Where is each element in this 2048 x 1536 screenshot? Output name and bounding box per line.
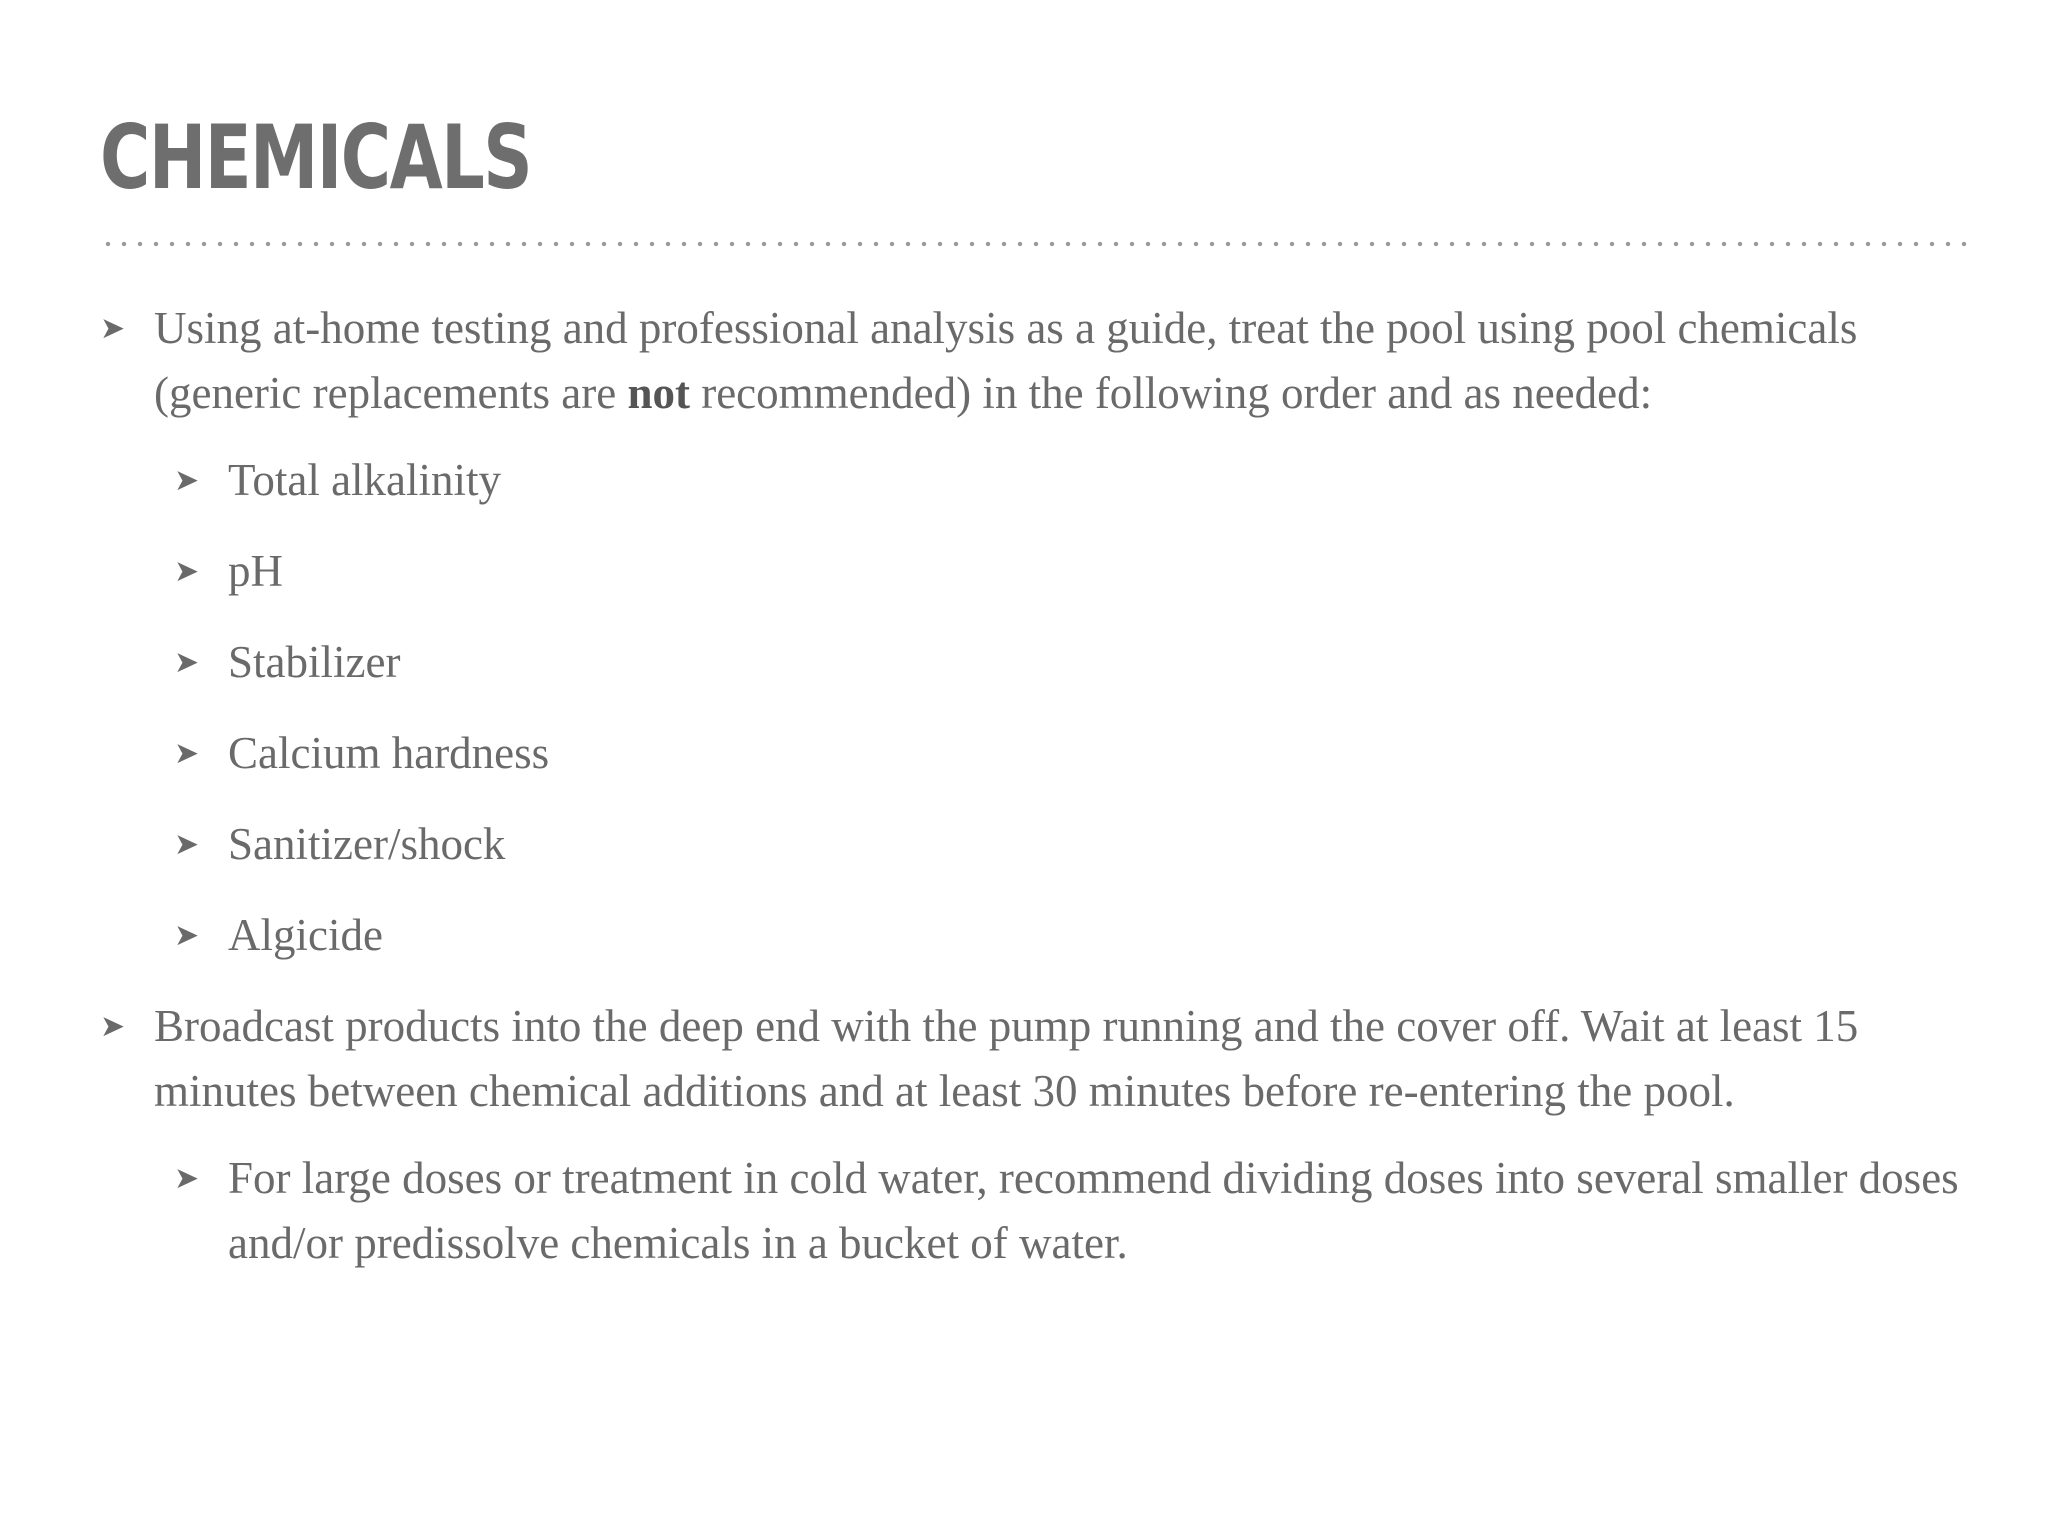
sub-bullet-item <box>100 539 1980 604</box>
arrow-bullet-icon: ➤ <box>100 1009 126 1044</box>
slide-title: CHEMICALS <box>100 106 532 209</box>
bullet-item <box>100 296 1980 426</box>
bullet-text: Using at-home testing and professional analysis as a guide, treat the pool using pool chemicals (generic replacements are not recommended) in the following order and as needed: <box>154 303 1858 418</box>
sub-bullet-item <box>100 448 1980 513</box>
sub-bullet-item <box>100 1146 1980 1276</box>
arrow-bullet-icon: ➤ <box>100 311 126 346</box>
sub-bullet-item <box>100 903 1980 968</box>
arrow-bullet-icon: ➤ <box>174 736 200 771</box>
bullet-text: Calcium hardness <box>228 728 550 778</box>
arrow-bullet-icon: ➤ <box>174 554 200 589</box>
arrow-bullet-icon: ➤ <box>174 645 200 680</box>
bullet-text: pH <box>228 546 283 596</box>
bullet-item <box>100 994 1980 1124</box>
sub-bullet-item <box>100 630 1980 695</box>
bullet-text: For large doses or treatment in cold water, recommend dividing doses into several smaller doses and/or predissolve chemicals in a bucket of water. <box>228 1153 1959 1268</box>
bullet-text: Broadcast products into the deep end with the pump running and the cover off. Wait at least 15 minutes between chemical additions and at least 30 minutes before re-entering the pool. <box>154 1001 1859 1116</box>
dotted-divider <box>100 241 1974 247</box>
sub-bullet-item <box>100 721 1980 786</box>
bullet-text: Algicide <box>228 910 383 960</box>
bold-emphasis: not <box>627 368 690 418</box>
arrow-bullet-icon: ➤ <box>174 1161 200 1196</box>
bullet-list <box>100 296 1980 1276</box>
arrow-bullet-icon: ➤ <box>174 463 200 498</box>
bullet-text: Total alkalinity <box>228 455 502 505</box>
bullet-text: Sanitizer/shock <box>228 819 506 869</box>
arrow-bullet-icon: ➤ <box>174 918 200 953</box>
arrow-bullet-icon: ➤ <box>174 827 200 862</box>
bullet-text: Stabilizer <box>228 637 401 687</box>
sub-bullet-item <box>100 812 1980 877</box>
